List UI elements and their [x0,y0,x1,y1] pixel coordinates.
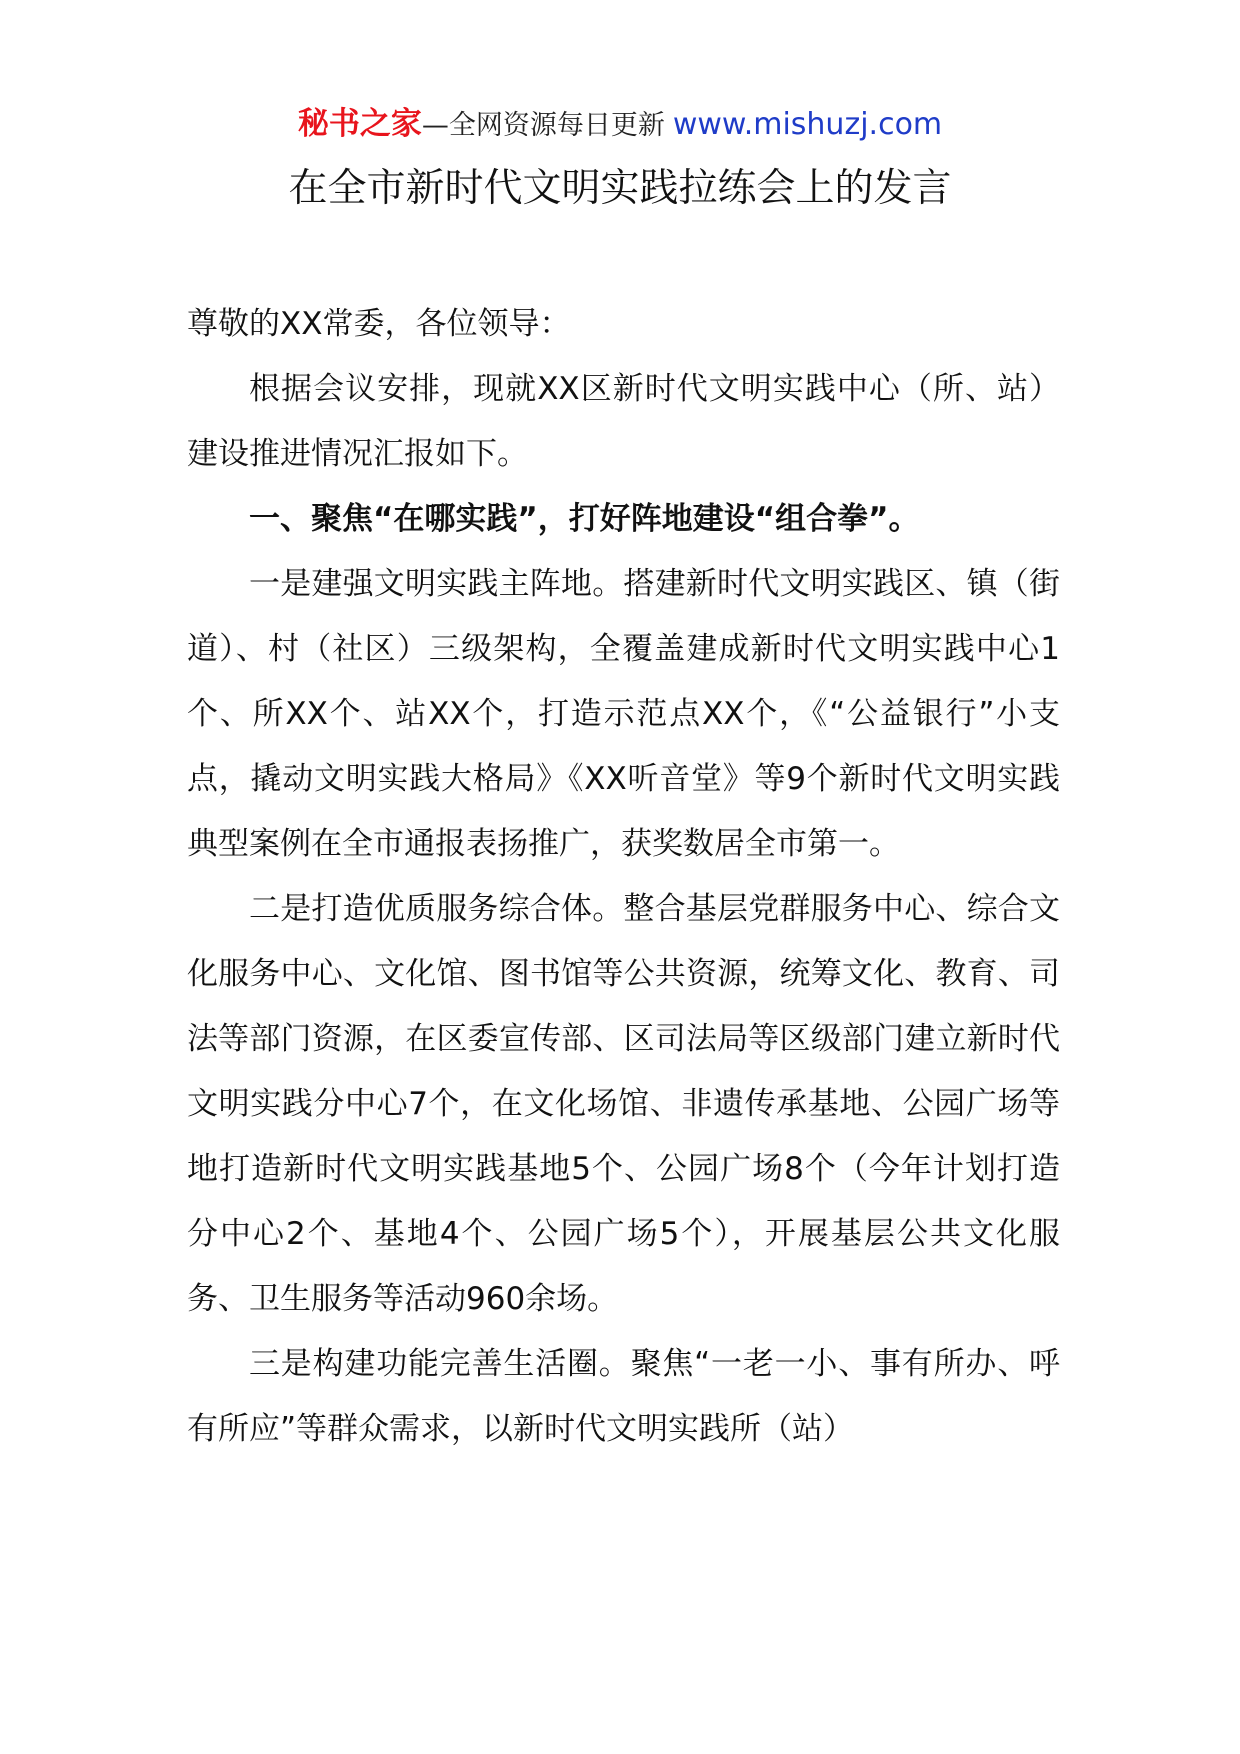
document-title: 在全市新时代文明实践拉练会上的发言 [288,166,952,211]
intro-paragraph: 根据会议安排，现就XX区新时代文明实践中心（所、站）建设推进情况汇报如下。 [187,371,1060,472]
salutation: 尊敬的XX常委，各位领导： [187,306,571,342]
brand-slogan: —全网资源每日更新 [421,110,665,141]
section-heading-1: 一、聚焦“在哪实践”，打好阵地建设“组合拳”。 [249,501,920,537]
site-header [0,104,1240,146]
brand-name: 秘书之家 [297,106,422,142]
paragraph-point-3: 三是构建功能完善生活圈。聚焦“一老一小、事有所办、呼有所应”等群众需求，以新时代文明实践所（站） [187,1346,1060,1447]
document-body [187,292,1060,1462]
paragraph-point-2: 二是打造优质服务综合体。整合基层党群服务中心、综合文化服务中心、文化馆、图书馆等公共资源，统筹文化、教育、司法等部门资源，在区委宣传部、区司法局等区级部门建立新时代文明实践分中心7个，在文化场馆、非遗传承基地、公园广场等地打造新时代文明实践基地5个、公园广场8个（今年计划打造分中心2个、基地4个、公园广场5个），开展基层公共文化服务、卫生服务等活动960余场。 [187,891,1060,1317]
site-url-link[interactable]: www.mishuzj.com [672,107,943,142]
paragraph-point-1: 一是建强文明实践主阵地。搭建新时代文明实践区、镇（街道）、村（社区）三级架构，全覆盖建成新时代文明实践中心1个、所XX个、站XX个，打造示范点XX个，《“公益银行”小支点，撬动文明实践大格局》《XX听音堂》等9个新时代文明实践典型案例在全市通报表扬推广，获奖数居全市第一。 [187,566,1060,862]
